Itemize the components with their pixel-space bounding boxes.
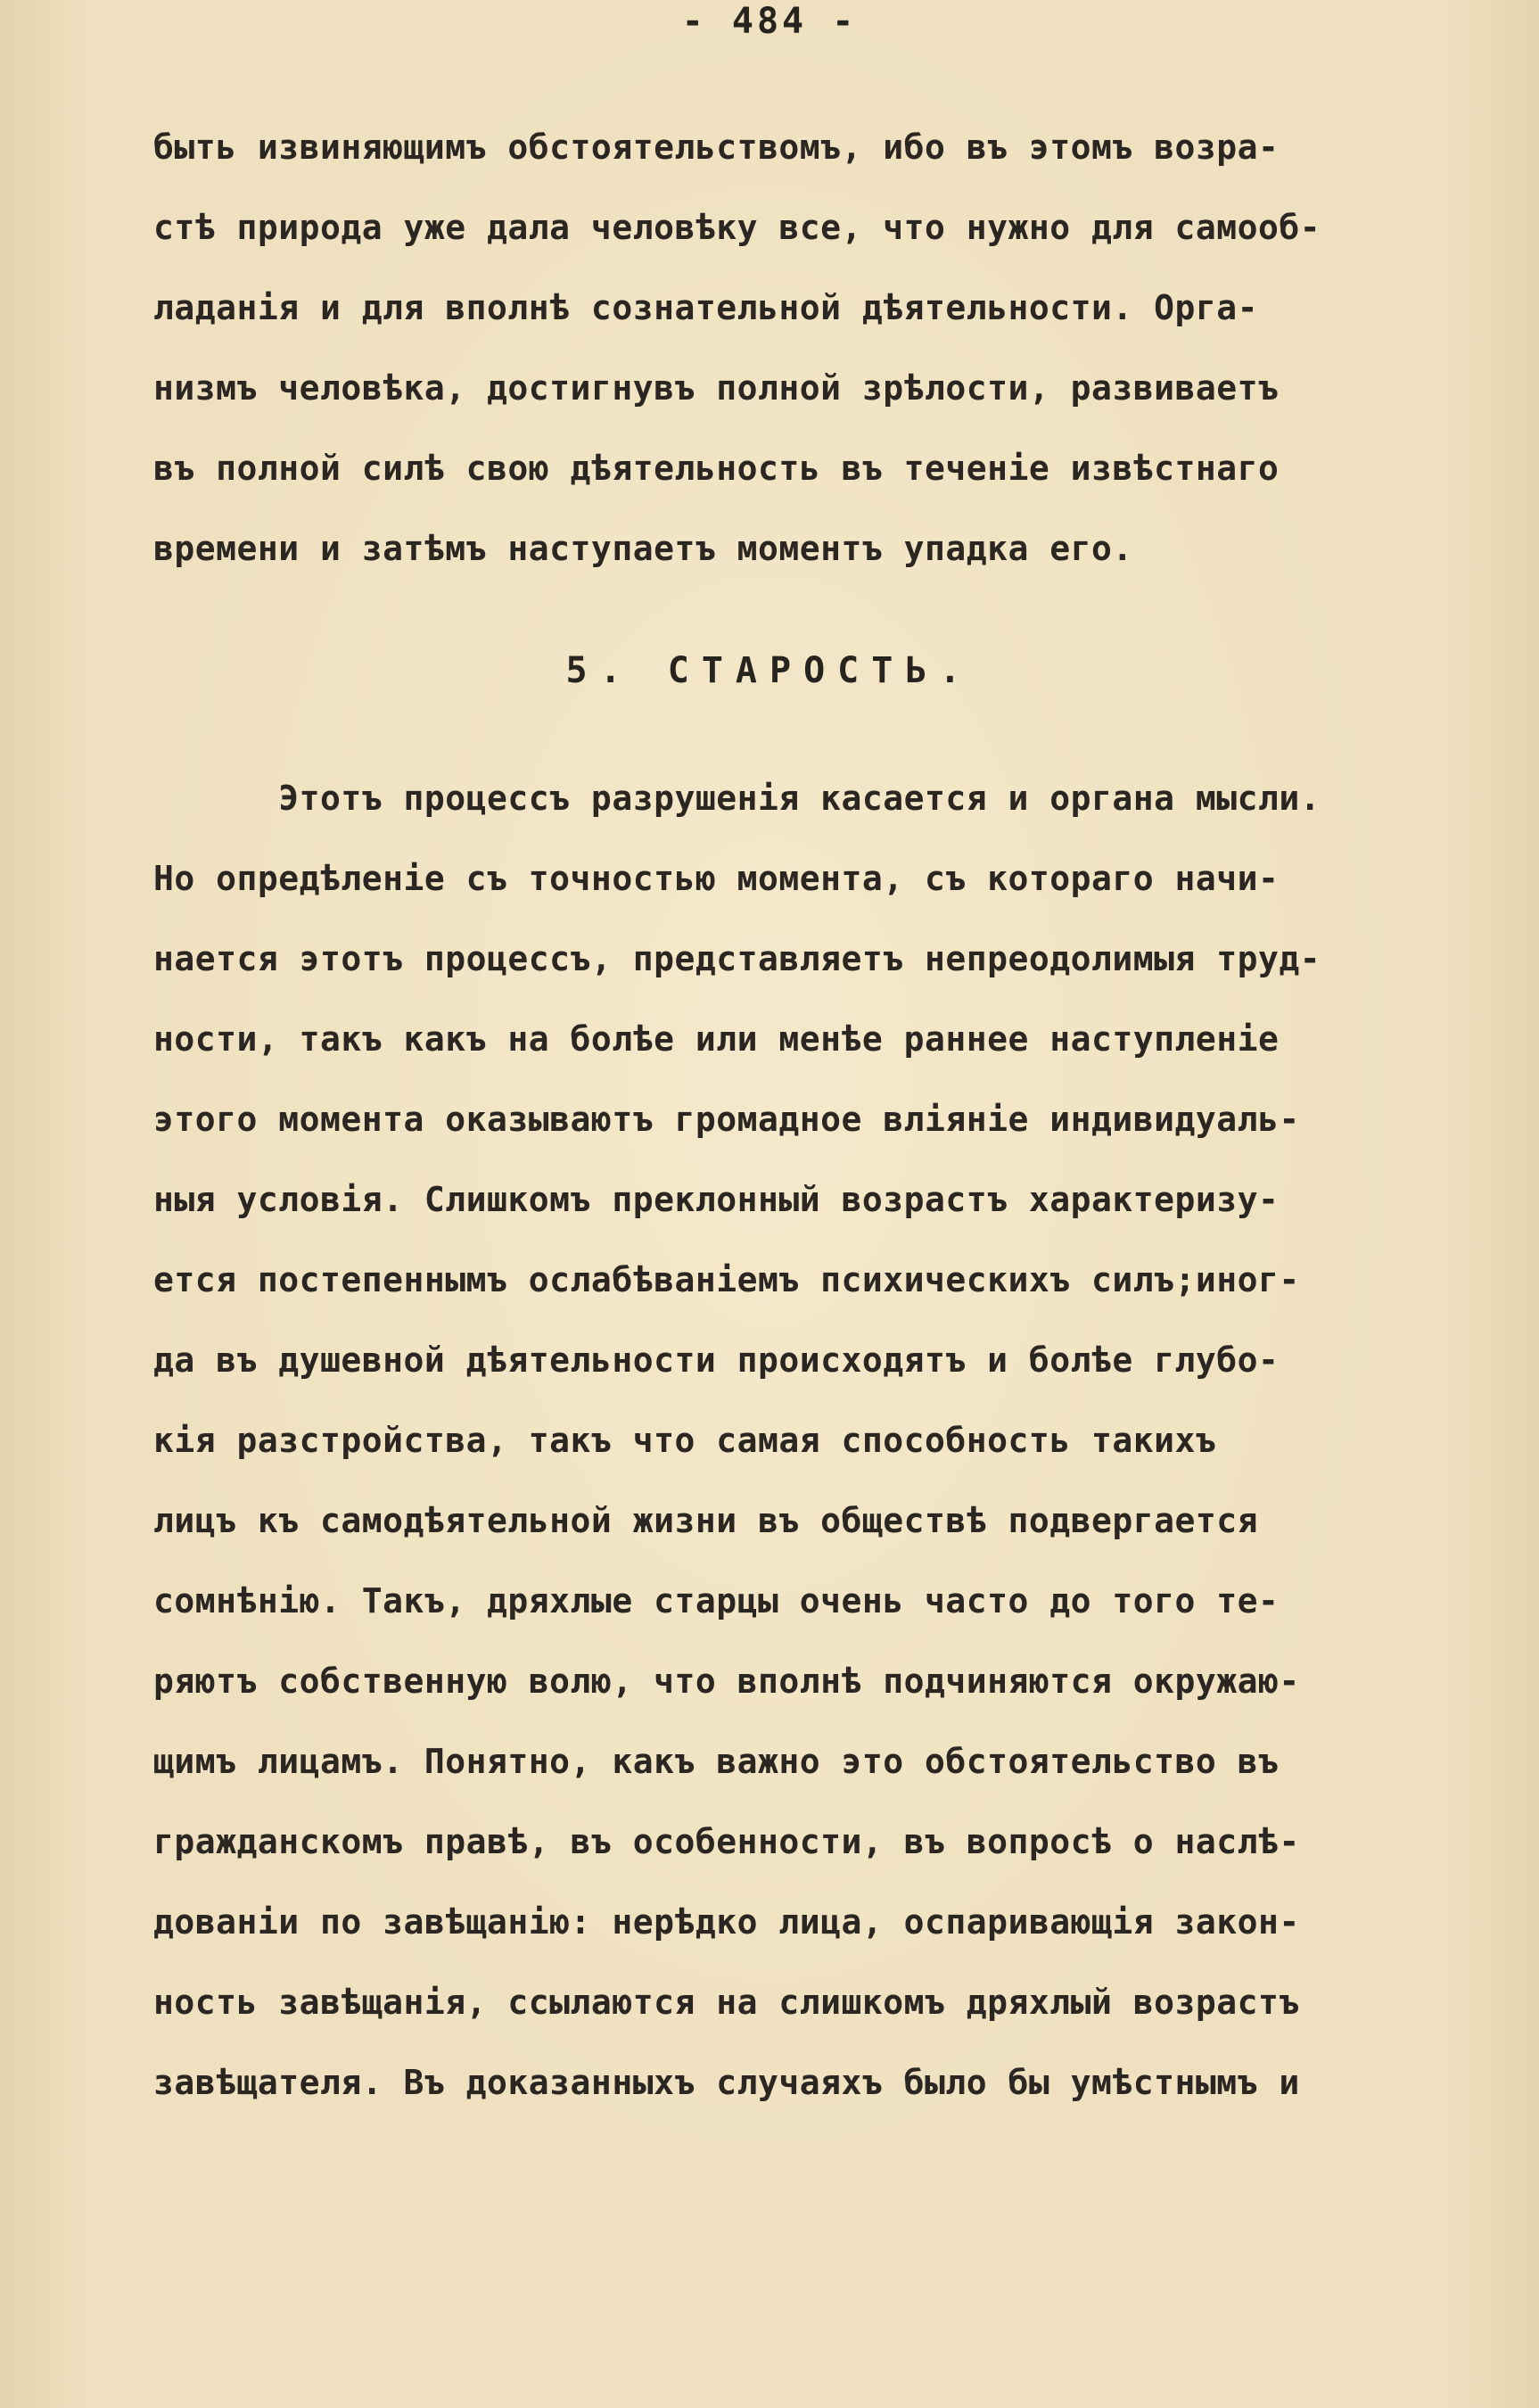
text-line: лицъ къ самодѣятельной жизни въ обществѣ подвергается: [153, 1501, 1259, 1540]
text-line: ется постепеннымъ ослабѣваніемъ психическихъ силъ;иног-: [153, 1260, 1300, 1299]
text-line: этого момента оказываютъ громадное вліяніе индивидуаль-: [153, 1100, 1300, 1139]
text-line: быть извиняющимъ обстоятельствомъ, ибо въ этомъ возра-: [153, 128, 1280, 167]
text-line: кія разстройства, такъ что самая способность такихъ: [153, 1421, 1217, 1460]
paragraph-1: [153, 107, 1491, 589]
text-line: въ полной силѣ свою дѣятельность въ теченіе извѣстнаго: [153, 449, 1280, 488]
text-line: ности, такъ какъ на болѣе или менѣе раннее наступленіе: [153, 1019, 1280, 1059]
text-line: Но опредѣленіе съ точностью момента, съ котораго начи-: [153, 859, 1280, 898]
text-line: ныя условія. Слишкомъ преклонный возрастъ характеризу-: [153, 1180, 1280, 1219]
text-line: завѣщателя. Въ доказанныхъ случаяхъ было бы умѣстнымъ и: [153, 2063, 1300, 2102]
paragraph-2: [153, 758, 1491, 2123]
section-heading: 5. СТАРОСТЬ.: [565, 650, 974, 691]
text-line: сомнѣнію. Такъ, дряхлые старцы очень часто до того те-: [153, 1581, 1280, 1620]
text-line: гражданскомъ правѣ, въ особенности, въ вопросѣ о наслѣ-: [153, 1822, 1300, 1861]
text-line: ладанія и для вполнѣ сознательной дѣятельности. Орга-: [153, 288, 1259, 327]
text-line: нается этотъ процессъ, представляетъ непреодолимыя труд-: [153, 939, 1321, 978]
text-line: ряютъ собственную волю, что вполнѣ подчиняются окружаю-: [153, 1662, 1300, 1701]
text-line: Этотъ процессъ разрушенія касается и органа мысли.: [153, 779, 1321, 818]
text-line: щимъ лицамъ. Понятно, какъ важно это обстоятельство въ: [153, 1742, 1280, 1781]
text-line: времени и затѣмъ наступаетъ моментъ упадка его.: [153, 529, 1133, 568]
text-line: дованіи по завѣщанію: нерѣдко лица, оспаривающія закон-: [153, 1902, 1300, 1942]
page-number: - 484 -: [681, 1, 858, 42]
text-line: стѣ природа уже дала человѣку все, что нужно для самооб-: [153, 208, 1321, 247]
text-line: ность завѣщанія, ссылаются на слишкомъ дряхлый возрастъ: [153, 1983, 1300, 2022]
text-line: да въ душевной дѣятельности происходятъ и болѣе глубо-: [153, 1340, 1280, 1380]
text-line: низмъ человѣка, достигнувъ полной зрѣлости, развиваетъ: [153, 368, 1280, 408]
